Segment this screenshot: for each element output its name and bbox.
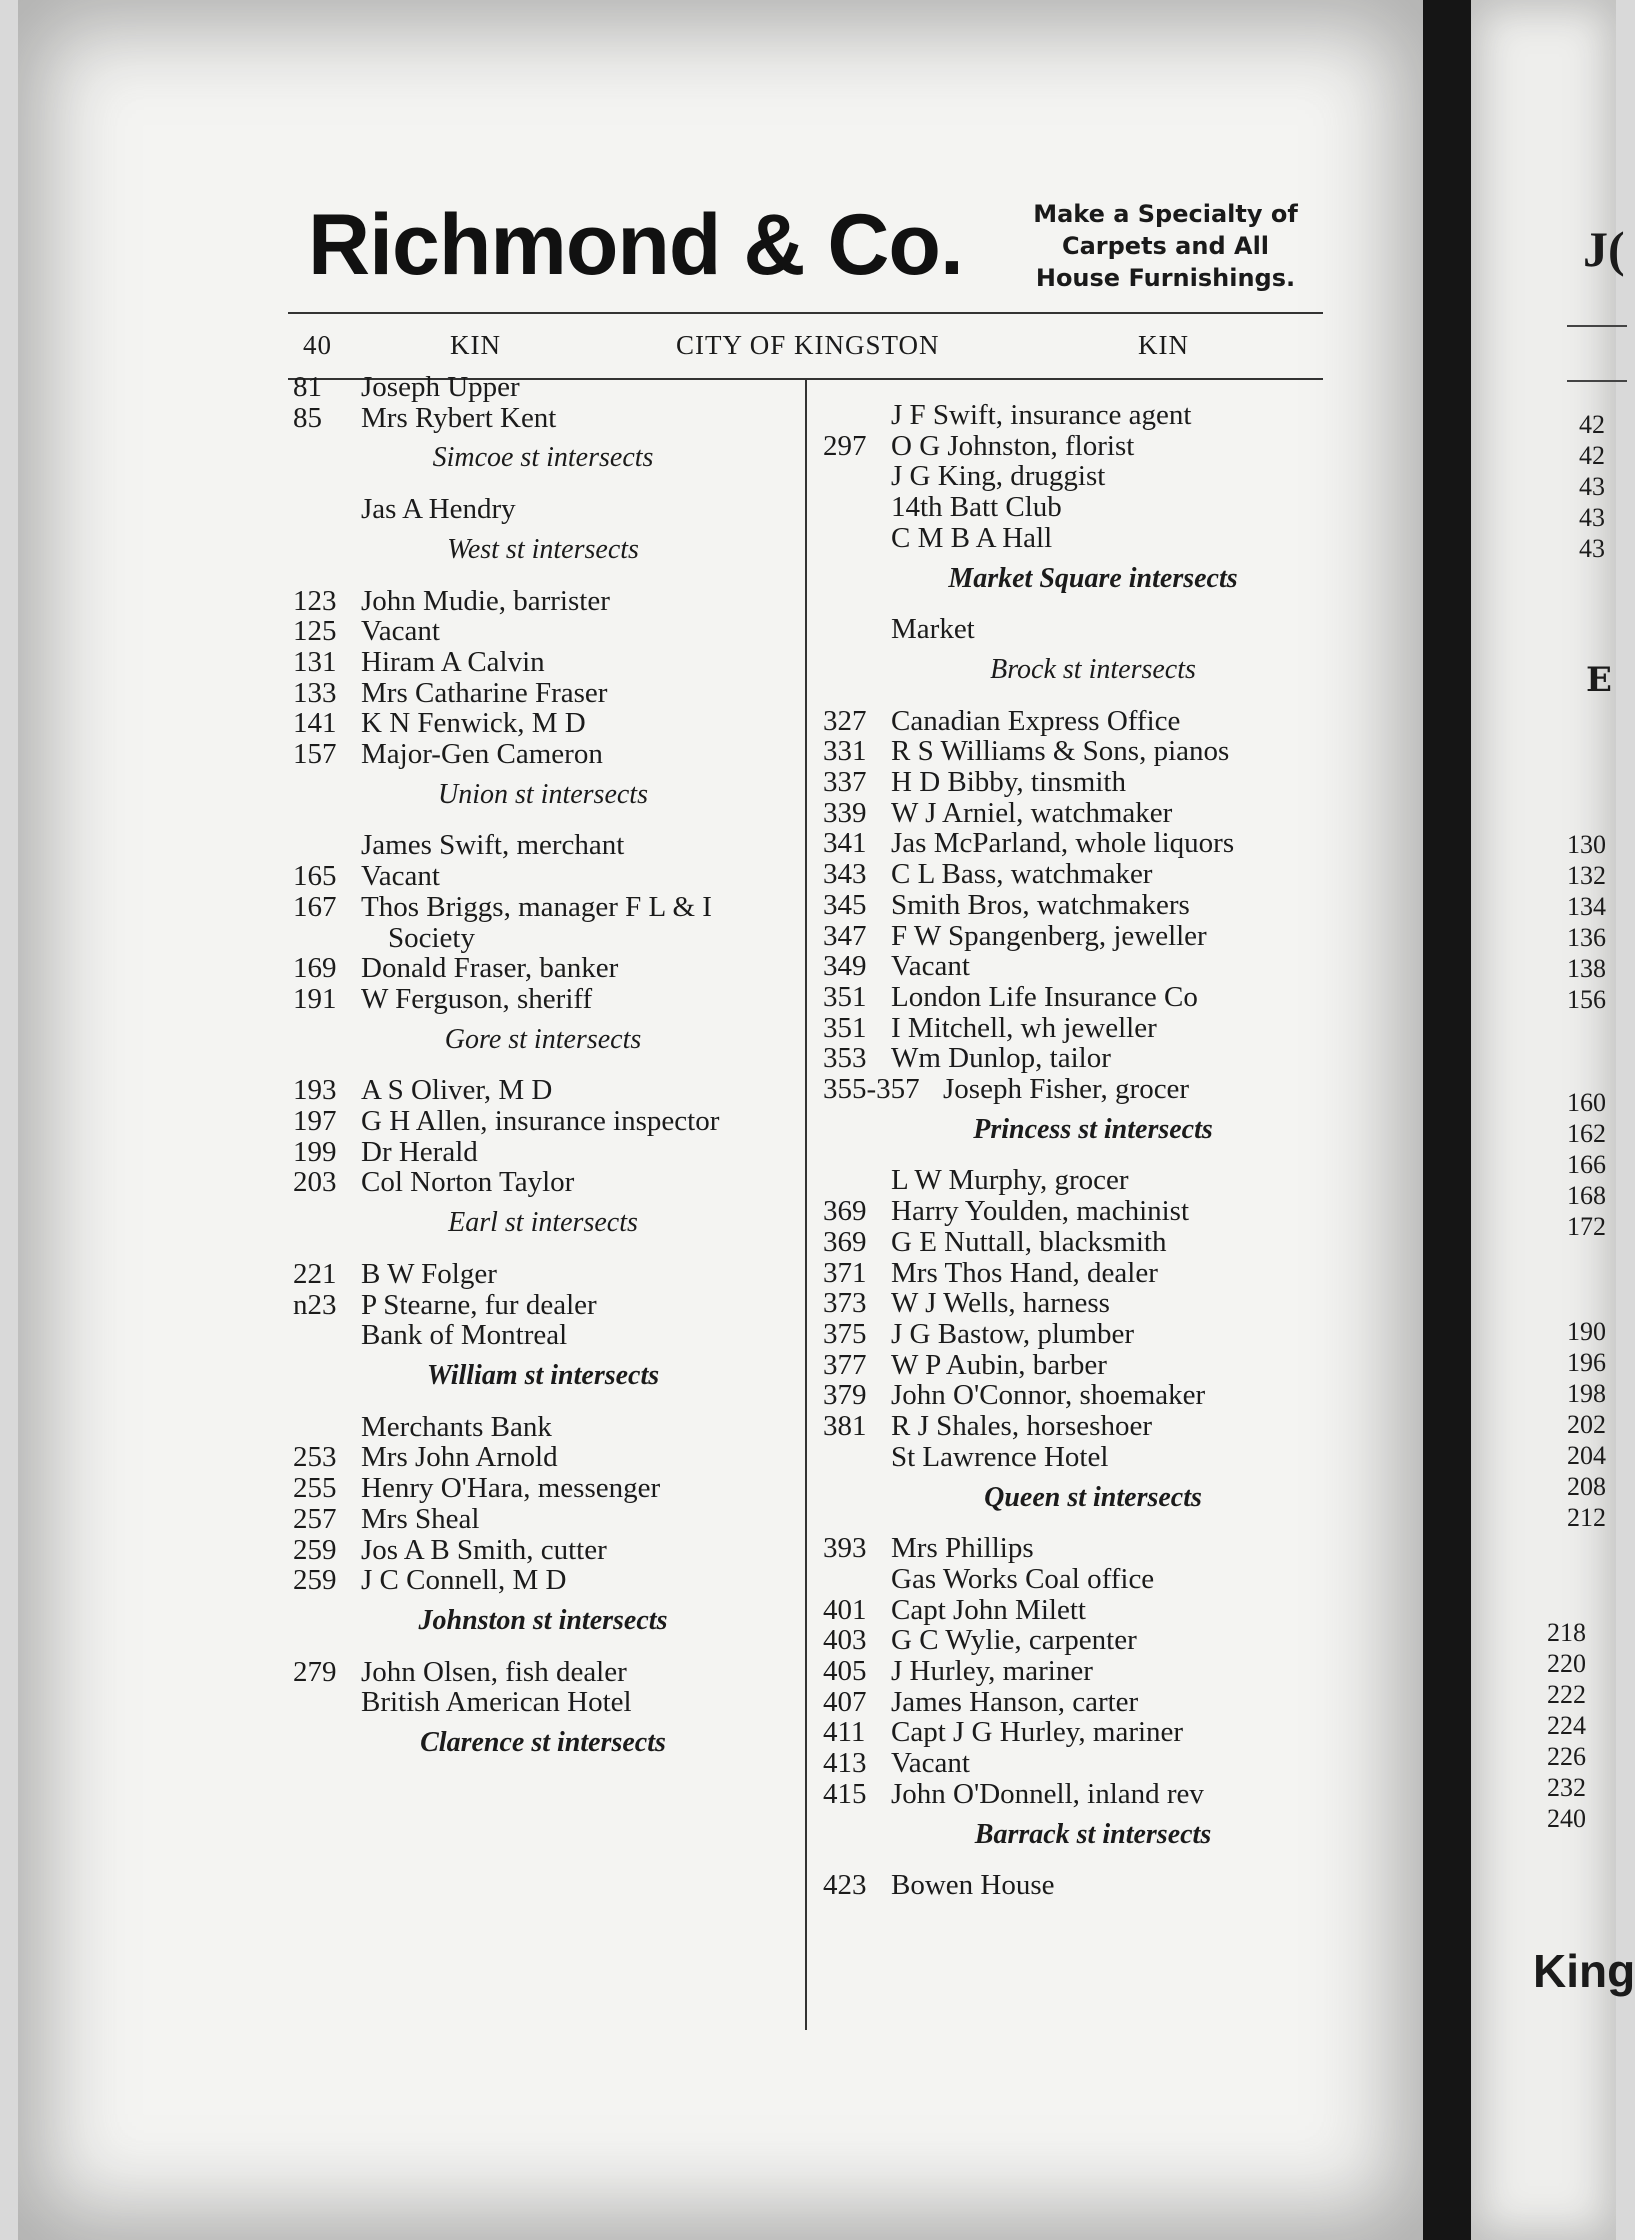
house-number: 355-357 [823, 1073, 920, 1106]
occupant-name: Donald Fraser, banker [361, 952, 619, 985]
directory-entry [823, 706, 1343, 737]
facing-heading-fragment: J( [1583, 221, 1625, 277]
directory-entry [823, 890, 1343, 921]
directory-entry [293, 403, 793, 434]
occupant-name: St Lawrence Hotel [891, 1440, 1109, 1473]
right-street-key: KIN [1138, 330, 1189, 360]
occupant-name: J Hurley, mariner [891, 1655, 1093, 1688]
house-number: 377 [823, 1348, 867, 1381]
directory-entry [293, 1412, 793, 1443]
cross-street-heading: Princess st intersects [973, 1113, 1213, 1145]
directory-entry [823, 798, 1343, 829]
house-number: 351 [823, 980, 867, 1013]
facing-house-number: 208 [1567, 1472, 1606, 1501]
house-number: 411 [823, 1716, 866, 1749]
directory-entry [293, 1106, 793, 1137]
cross-street-heading: Union st intersects [438, 778, 648, 810]
page-number: 40 [303, 330, 332, 360]
directory-entry [293, 616, 793, 647]
occupant-name: A S Oliver, M D [361, 1074, 553, 1107]
directory-page [18, 0, 1423, 2240]
entry-continuation: Society [388, 921, 475, 954]
occupant-name: J F Swift, insurance agent [891, 399, 1192, 431]
occupant-name: London Life Insurance Co [891, 980, 1198, 1013]
directory-entry [293, 708, 793, 739]
cross-street-heading: Queen st intersects [984, 1481, 1202, 1513]
advertiser-slogan [1003, 198, 1328, 294]
occupant-name: Mrs Phillips [891, 1532, 1034, 1565]
cross-street-heading: Barrack st intersects [974, 1818, 1212, 1850]
house-number: 327 [823, 704, 867, 737]
facing-house-number: 232 [1547, 1773, 1586, 1802]
facing-house-number: 132 [1567, 861, 1606, 890]
house-number: 415 [823, 1777, 867, 1810]
occupant-name: Jos A B Smith, cutter [361, 1533, 607, 1566]
directory-entry [823, 1779, 1343, 1810]
house-number: 423 [823, 1869, 867, 1902]
directory-entry [823, 1288, 1343, 1319]
occupant-name: Wm Dunlop, tailor [891, 1042, 1111, 1075]
directory-entry [823, 1717, 1343, 1748]
cross-street-heading: Clarence st intersects [420, 1727, 666, 1759]
occupant-name: C L Bass, watchmaker [891, 858, 1153, 891]
occupant-name: G E Nuttall, blacksmith [891, 1225, 1167, 1258]
directory-entry [823, 1564, 1343, 1595]
directory-entry [823, 1411, 1343, 1442]
cross-street-heading: Johnston st intersects [418, 1604, 668, 1636]
directory-entry [293, 1259, 793, 1290]
house-number: 403 [823, 1624, 867, 1657]
occupant-name: John O'Donnell, inland rev [891, 1777, 1204, 1810]
occupant-name: C M B A Hall [891, 521, 1053, 554]
occupant-name: Gas Works Coal office [891, 1562, 1155, 1595]
occupant-name: John Mudie, barrister [361, 584, 610, 617]
house-number: 255 [293, 1472, 337, 1505]
directory-entry [823, 1043, 1343, 1074]
directory-entry [823, 1748, 1343, 1779]
cross-street-heading: Market Square intersects [948, 562, 1238, 594]
facing-rule [1567, 325, 1627, 327]
occupant-name: Market [891, 613, 975, 646]
directory-entry [293, 678, 793, 709]
directory-entry [823, 1227, 1343, 1258]
cross-street-heading: Earl st intersects [448, 1207, 638, 1239]
facing-house-number: 134 [1567, 892, 1606, 921]
directory-entry [293, 1290, 793, 1321]
house-number: 259 [293, 1564, 337, 1597]
house-number: n23 [293, 1288, 337, 1321]
occupant-name: J G Bastow, plumber [891, 1317, 1134, 1350]
house-number: 345 [823, 888, 867, 921]
facing-house-number: 42 [1579, 410, 1605, 439]
directory-entry [823, 400, 1343, 431]
directory-entry [823, 1625, 1343, 1656]
facing-page-fragment [1471, 0, 1635, 2240]
occupant-name: Capt John Milett [891, 1593, 1086, 1626]
house-number: 343 [823, 858, 867, 891]
facing-house-number: 226 [1547, 1742, 1586, 1771]
directory-entry [293, 1320, 793, 1351]
occupant-name: G C Wylie, carpenter [891, 1624, 1137, 1657]
directory-entry [823, 859, 1343, 890]
facing-rule [1567, 380, 1627, 382]
facing-house-number: 160 [1567, 1088, 1606, 1117]
occupant-name: R S Williams & Sons, pianos [891, 735, 1230, 768]
cross-street-heading: Brock st intersects [990, 653, 1196, 685]
occupant-name: B W Folger [361, 1257, 497, 1290]
cross-street-heading: Simcoe st intersects [432, 442, 654, 474]
house-number: 349 [823, 950, 867, 983]
occupant-name: J C Connell, M D [361, 1564, 567, 1597]
house-number: 379 [823, 1379, 867, 1412]
occupant-name: Dr Herald [361, 1135, 478, 1168]
house-number: 413 [823, 1747, 867, 1780]
directory-entry [293, 1075, 793, 1106]
occupant-name: L W Murphy, grocer [891, 1164, 1129, 1197]
house-number: 401 [823, 1593, 867, 1626]
directory-entry [823, 431, 1343, 462]
directory-entry [293, 953, 793, 984]
facing-house-number: 43 [1579, 503, 1605, 532]
directory-entry [293, 739, 793, 770]
house-number: 373 [823, 1287, 867, 1320]
slogan-line: House Furnishings. [1035, 264, 1296, 292]
house-number: 279 [293, 1655, 337, 1688]
occupant-name: Hiram A Calvin [361, 645, 545, 678]
house-number: 193 [293, 1074, 337, 1107]
facing-house-number: 198 [1567, 1379, 1606, 1408]
facing-house-number: 224 [1547, 1711, 1586, 1740]
directory-entry [823, 982, 1343, 1013]
house-number: 353 [823, 1042, 867, 1075]
occupant-name: Harry Youlden, machinist [891, 1195, 1190, 1228]
directory-entry [823, 828, 1343, 859]
directory-entry [823, 1074, 1343, 1105]
house-number: 331 [823, 735, 867, 768]
occupant-name: W Ferguson, sheriff [361, 982, 593, 1015]
directory-entry [293, 1565, 793, 1596]
facing-house-number: 138 [1567, 954, 1606, 983]
column-divider [805, 380, 807, 2030]
occupant-name: F W Spangenberg, jeweller [891, 919, 1207, 952]
house-number: 381 [823, 1410, 867, 1443]
occupant-name: Bank of Montreal [361, 1319, 568, 1352]
occupant-name: James Swift, merchant [361, 829, 625, 862]
directory-entry [293, 984, 793, 1015]
occupant-name: O G Johnston, florist [891, 429, 1135, 462]
directory-entry [823, 921, 1343, 952]
occupant-name: Vacant [891, 950, 970, 983]
facing-house-number: 190 [1567, 1317, 1606, 1346]
occupant-name: Joseph Upper [361, 371, 520, 403]
directory-entry [823, 492, 1343, 523]
book-gutter [1423, 0, 1471, 2240]
directory-entry [823, 1687, 1343, 1718]
running-title: CITY OF KINGSTON [676, 330, 940, 360]
occupant-name: Henry O'Hara, messenger [361, 1472, 661, 1505]
occupant-name: Merchants Bank [361, 1410, 552, 1443]
facing-house-number: 42 [1579, 441, 1605, 470]
directory-entry [293, 1167, 793, 1198]
occupant-name: Col Norton Taylor [361, 1166, 575, 1199]
occupant-name: 14th Batt Club [891, 491, 1062, 524]
occupant-name: Mrs Catharine Fraser [361, 676, 608, 709]
occupant-name: P Stearne, fur dealer [361, 1288, 597, 1321]
house-number: 369 [823, 1225, 867, 1258]
directory-entry [293, 1504, 793, 1535]
occupant-name: I Mitchell, wh jeweller [891, 1011, 1157, 1044]
directory-entry [293, 892, 793, 923]
house-number: 405 [823, 1655, 867, 1688]
directory-entry [823, 1870, 1343, 1901]
facing-house-number: 202 [1567, 1410, 1606, 1439]
directory-entry [823, 461, 1343, 492]
occupant-name: J G King, druggist [891, 460, 1106, 493]
facing-house-number: 196 [1567, 1348, 1606, 1377]
occupant-name: Capt J G Hurley, mariner [891, 1716, 1184, 1749]
directory-entry [823, 523, 1343, 554]
slogan-line: Make a Specialty of [1033, 200, 1298, 228]
occupant-name: Jas A Hendry [361, 493, 516, 526]
facing-house-number: 218 [1547, 1618, 1586, 1647]
house-number: 85 [293, 401, 322, 434]
house-number: 375 [823, 1317, 867, 1350]
occupant-name: Mrs Sheal [361, 1502, 480, 1535]
house-number: 259 [293, 1533, 337, 1566]
occupant-name: G H Allen, insurance inspector [361, 1105, 720, 1138]
house-number: 167 [293, 890, 337, 923]
directory-entry [823, 614, 1343, 645]
house-number: 339 [823, 796, 867, 829]
facing-house-number: 166 [1567, 1150, 1606, 1179]
occupant-name: H D Bibby, tinsmith [891, 766, 1126, 799]
directory-entry [823, 1196, 1343, 1227]
facing-letter-fragment: E [1586, 660, 1612, 700]
occupant-name: John Olsen, fish dealer [361, 1655, 627, 1688]
house-number: 257 [293, 1502, 337, 1535]
house-number: 169 [293, 952, 337, 985]
directory-entry [823, 736, 1343, 767]
house-number: 351 [823, 1011, 867, 1044]
cross-street-heading: Gore st intersects [444, 1023, 642, 1055]
directory-entry [823, 767, 1343, 798]
house-number: 191 [293, 982, 337, 1015]
occupant-name: Vacant [361, 615, 440, 648]
house-number: 133 [293, 676, 337, 709]
right-column [823, 400, 1343, 1901]
left-column [293, 372, 793, 1779]
house-number: 253 [293, 1441, 337, 1474]
facing-house-number: 156 [1567, 985, 1606, 1014]
occupant-name: R J Shales, horseshoer [891, 1410, 1152, 1443]
directory-entry [293, 1473, 793, 1504]
directory-entry [293, 647, 793, 678]
facing-house-number: 130 [1567, 830, 1606, 859]
facing-house-number: 204 [1567, 1441, 1606, 1470]
cross-street-heading: William st intersects [426, 1359, 660, 1391]
occupant-name: Mrs John Arnold [361, 1441, 558, 1474]
directory-entry [293, 1442, 793, 1473]
cross-street-heading: West st intersects [447, 533, 639, 565]
occupant-name: W J Wells, harness [891, 1287, 1110, 1320]
facing-house-number: 240 [1547, 1804, 1586, 1833]
directory-entry [823, 1319, 1343, 1350]
house-number: 165 [293, 860, 337, 893]
directory-entry [293, 1657, 793, 1688]
house-number: 131 [293, 645, 337, 678]
directory-entry [293, 861, 793, 892]
facing-footer-fragment: King [1533, 1945, 1635, 1997]
directory-entry [823, 1258, 1343, 1289]
directory-entry [823, 1380, 1343, 1411]
occupant-name: Mrs Thos Hand, dealer [891, 1256, 1158, 1289]
occupant-name: John O'Connor, shoemaker [891, 1379, 1206, 1412]
house-number: 337 [823, 766, 867, 799]
house-number: 81 [293, 371, 322, 403]
occupant-name: K N Fenwick, M D [361, 707, 586, 740]
occupant-name: Vacant [891, 1747, 970, 1780]
directory-entry [293, 830, 793, 861]
occupant-name: Joseph Fisher, grocer [943, 1073, 1190, 1106]
facing-house-number: 222 [1547, 1680, 1586, 1709]
directory-entry [293, 1535, 793, 1566]
header-rule-top [288, 312, 1323, 314]
house-number: 197 [293, 1105, 337, 1138]
directory-entry [823, 1656, 1343, 1687]
occupant-name: W P Aubin, barber [891, 1348, 1107, 1381]
occupant-name: Smith Bros, watchmakers [891, 888, 1190, 921]
house-number: 199 [293, 1135, 337, 1168]
facing-house-number: 43 [1579, 534, 1605, 563]
directory-entry [823, 1533, 1343, 1564]
directory-entry [293, 586, 793, 617]
occupant-name: W J Arniel, watchmaker [891, 796, 1173, 829]
facing-house-number: 172 [1567, 1212, 1606, 1241]
house-number: 125 [293, 615, 337, 648]
facing-house-number: 136 [1567, 923, 1606, 952]
directory-entry [823, 1350, 1343, 1381]
occupant-name: Jas McParland, whole liquors [891, 827, 1235, 860]
slogan-line: Carpets and All [1061, 232, 1270, 260]
directory-entry [823, 1595, 1343, 1626]
house-number: 407 [823, 1685, 867, 1718]
occupant-name: Vacant [361, 860, 440, 893]
house-number: 393 [823, 1532, 867, 1565]
directory-entry [823, 1013, 1343, 1044]
directory-entry [823, 951, 1343, 982]
occupant-name: British American Hotel [361, 1686, 632, 1719]
house-number: 141 [293, 707, 337, 740]
directory-entry [823, 1442, 1343, 1473]
house-number: 371 [823, 1256, 867, 1289]
directory-entry [823, 1165, 1343, 1196]
advertiser-title: Richmond & Co. [308, 197, 963, 293]
facing-house-number: 212 [1567, 1503, 1606, 1532]
directory-entry [293, 1137, 793, 1168]
occupant-name: Mrs Rybert Kent [361, 401, 557, 434]
directory-entry [293, 372, 793, 403]
left-street-key: KIN [450, 330, 501, 360]
facing-house-number: 168 [1567, 1181, 1606, 1210]
occupant-name: Major-Gen Cameron [361, 738, 603, 771]
directory-entry [293, 494, 793, 525]
occupant-name: Canadian Express Office [891, 704, 1181, 737]
house-number: 347 [823, 919, 867, 952]
house-number: 369 [823, 1195, 867, 1228]
facing-house-number: 162 [1567, 1119, 1606, 1148]
facing-house-number: 220 [1547, 1649, 1586, 1678]
house-number: 221 [293, 1257, 337, 1290]
house-number: 297 [823, 429, 867, 462]
facing-house-number: 43 [1579, 472, 1605, 501]
occupant-name: Thos Briggs, manager F L & I [361, 890, 712, 923]
house-number: 123 [293, 584, 337, 617]
house-number: 157 [293, 738, 337, 771]
house-number: 203 [293, 1166, 337, 1199]
directory-entry [293, 1687, 793, 1718]
occupant-name: Bowen House [891, 1869, 1055, 1902]
house-number: 341 [823, 827, 867, 860]
occupant-name: James Hanson, carter [891, 1685, 1139, 1718]
